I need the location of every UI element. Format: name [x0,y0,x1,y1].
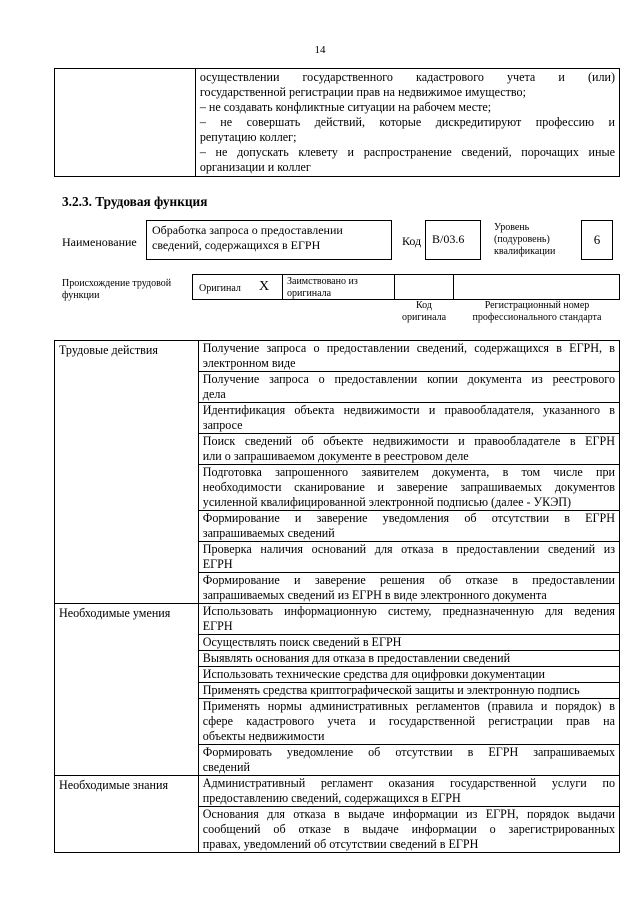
code-value-box [425,220,481,260]
continuation-line: репутацию коллег; [199,130,297,144]
table-cell [198,434,619,465]
cell-line: необходимости сканирование и заверение запрашиваемых документов [202,480,615,494]
cell-line: Выявлять основания для отказа в предоставлении сведений [202,651,511,665]
cell-line: Подготовка запрошенного заявителем документа, в том числе при [202,465,615,479]
section-heading: 3.2.3. Трудовая функция [62,194,208,209]
origin-label-line-1: Происхождение трудовой [62,278,172,289]
row-group-label: Трудовые действия [55,341,199,604]
continuation-line: государственной регистрации прав на недвижимое имущество; [199,85,526,99]
code-original-line-1: Код [416,300,432,311]
cell-line: Административный регламент оказания государственной услуги по [202,776,615,790]
code-label: Код [402,234,422,248]
table-row [55,604,620,635]
table-cell [198,604,619,635]
cell-line: дела [202,387,226,401]
table-cell [198,635,619,651]
cell-line: или о запрашиваемом документе в реестровом деле [202,449,469,463]
continuation-line: – не создавать конфликтные ситуации на рабочем месте; [199,100,492,114]
level-label [494,222,555,258]
table-cell [198,573,619,604]
cell-line: запрашиваемых сведений из ЕГРН в виде электронного документа [202,588,547,602]
cell-line: Осуществлять поиск сведений в ЕГРН [202,635,402,649]
cell-line: Применять нормы административных регламентов (правила и порядок) в [202,699,615,713]
cell-line: сведений [202,760,250,774]
level-label-line-1: Уровень [494,222,530,233]
continuation-line: – не допускать клевету и распространение сведений, порочащих иные [199,145,615,159]
cell-line: Использовать технические средства для оцифровки документации [202,667,545,681]
level-label-line-2: (подуровень) [494,234,550,245]
cell-line: Применять средства криптографической защиты и электронную подпись [202,683,580,697]
code-value: В/03.6 [432,232,465,246]
origin-label [62,278,171,302]
cell-line: Формировать уведомление об отсутствии в ЕГРН запрашиваемых [202,745,615,759]
table-cell [198,776,619,807]
row-group-label: Необходимые умения [55,604,199,776]
cell-line: Основания для отказа в выдаче информации из ЕГРН, порядок выдачи [202,807,615,821]
page-number: 14 [314,44,326,56]
continuation-table [54,68,620,177]
continuation-line: организации и коллег [199,160,311,174]
cell-line: Получение запроса о предоставлении сведений, содержащихся в ЕГРН, в [202,341,615,355]
table-cell [198,465,619,511]
name-value-line-1: Обработка запроса о предоставлении [152,223,343,237]
continuation-line: – не совершать действий, которые дискредитируют профессию и [199,115,615,129]
original-box [192,274,283,300]
table-cell [198,511,619,542]
continuation-value-cell [195,69,619,177]
borrowed-box [282,274,395,300]
continuation-lines [196,70,619,175]
level-label-line-3: квалификации [494,246,556,257]
borrowed-label-line-2: оригинала [287,288,332,299]
cell-line: объекты недвижимости [202,729,325,743]
code-original-caption [402,300,446,324]
table-cell [198,699,619,745]
cell-line: Проверка наличия оснований для отказа в предоставлении сведений из [202,542,615,556]
table-cell [198,807,619,853]
name-label: Наименование [62,235,137,249]
table-row [55,341,620,372]
reg-number-line-2: профессионального стандарта [472,312,602,323]
reg-number-line-1: Регистрационный номер [484,300,590,311]
table-cell [198,542,619,573]
code-original-line-2: оригинала [402,312,447,323]
borrowed-label-line-1: Заимствовано из [287,276,358,287]
labor-function-table [54,340,620,853]
continuation-label-cell [55,69,196,177]
reg-number-caption [462,300,612,324]
continuation-line: осуществлении государственного кадастрового учета и (или) [199,70,615,84]
table-cell [198,667,619,683]
cell-line: усиленной квалифицированной электронной подписью (далее - УКЭП) [202,495,572,509]
cell-line: Поиск сведений об объекте недвижимости и правообладателе в ЕГРН [202,434,615,448]
name-value-box [146,220,392,260]
cell-line: Идентификация объекта недвижимости и правообладателя, указанного в [202,403,615,417]
table-cell [198,341,619,372]
cell-line: ЕГРН [202,619,233,633]
cell-line: Формирование и заверение решения об отказе в предоставлении [202,573,615,587]
level-value: 6 [593,232,601,247]
table-row [55,776,620,807]
original-label: Оригинал [199,283,241,294]
origin-label-line-2: функции [62,290,100,301]
cell-line: запрашиваемых сведений [202,526,335,540]
table-cell [198,372,619,403]
row-group-label: Необходимые знания [55,776,199,853]
table-cell [198,403,619,434]
code-original-box [394,274,454,300]
cell-line: сообщений об отказе в выдаче информации о зарегистрированных [202,822,615,836]
cell-line: правах, уведомлений об отсутствии сведений в ЕГРН [202,837,479,851]
original-mark: X [259,279,270,294]
table-cell [198,651,619,667]
level-value-box [581,220,613,260]
cell-line: Получение запроса о предоставлении копии документа из реестрового [202,372,615,386]
cell-line: Использовать информационную систему, предназначенную для ведения [202,604,615,618]
table-cell [198,745,619,776]
cell-line: ЕГРН [202,557,233,571]
table-cell [198,683,619,699]
cell-line: электронном виде [202,356,296,370]
cell-line: предоставлению сведений, содержащихся в ЕГРН [202,791,461,805]
cell-line: запросе [202,418,243,432]
cell-line: Формирование и заверение уведомления об отсутствии в ЕГРН [202,511,615,525]
reg-number-box [453,274,620,300]
name-value-line-2: сведений, содержащихся в ЕГРН [152,238,321,252]
cell-line: сфере кадастрового учета и государственной регистрации прав на [202,714,615,728]
